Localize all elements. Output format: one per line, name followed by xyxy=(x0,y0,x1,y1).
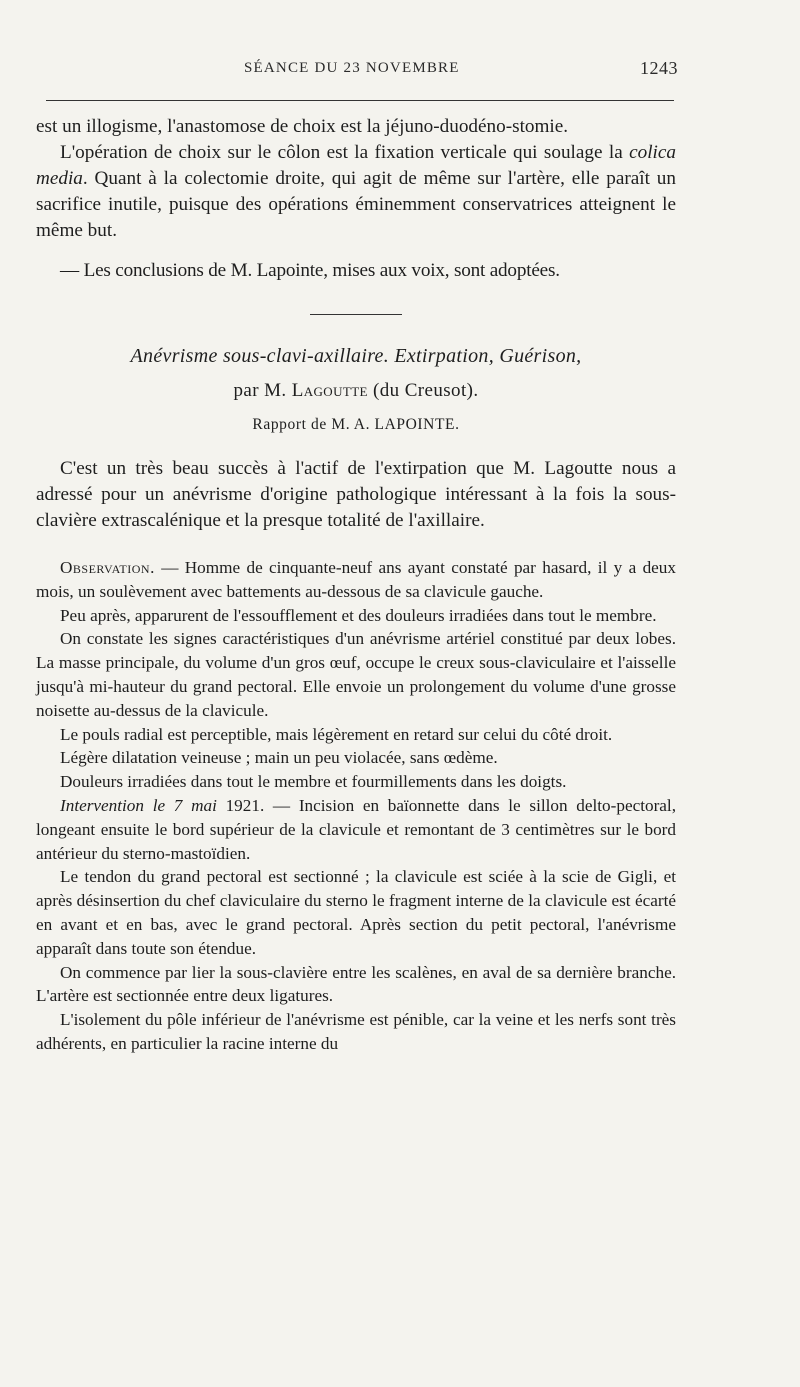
article-intro: C'est un très beau succès à l'actif de l'extirpation que M. Lagoutte nous a adressé pour un anévrisme d'origine pathologique intéressant à la fois la sous-clavière extrascalénique et la presque totalité de l'axillaire. xyxy=(36,458,676,531)
running-head xyxy=(36,58,676,82)
observation-paragraph: On commence par lier la sous-clavière entre les scalènes, en aval de sa dernière branche. L'artère est sectionnée entre deux ligatures. xyxy=(36,962,676,1006)
paragraph-continued: est un illogisme, l'anastomose de choix est la jéjuno-duodéno-stomie. xyxy=(36,116,569,137)
observation-paragraph xyxy=(36,794,676,865)
observation-paragraph: On constate les signes caractéristiques d'un anévrisme artériel constitué par deux lobes. La masse principale, du volume d'un gros œuf, occupe le creux sous-claviculaire et l'aisselle jusqu'à mi-hauteur du grand pectoral. Elle envoie un prolongement du volume d'une grosse noisette au-dessus de la clavicule. xyxy=(36,629,676,720)
italic-term: Intervention le 7 mai xyxy=(60,795,217,815)
observation-paragraph: Le tendon du grand pectoral est sectionné ; la clavicule est sciée à la scie de Gigli, et après désinsertion du chef claviculaire du sterno le fragment interne de la clavicule est écarté en avant et en bas, avec le grand pectoral. Après section du petit pectoral, l'anévrisme apparaît dans toute son étendue. xyxy=(36,867,676,958)
article-title: Anévrisme sous-clavi-axillaire. Extirpation, Guérison, xyxy=(130,345,582,367)
observation-paragraph xyxy=(36,556,676,604)
observation-paragraph: Peu après, apparurent de l'essoufflement et des douleurs irradiées dans tout le membre. xyxy=(60,605,657,625)
italic-term: colica media xyxy=(36,142,676,189)
byline-prefix: par M. xyxy=(233,380,292,401)
observation-paragraph: L'isolement du pôle inférieur de l'anévrisme est pénible, car la veine et les nerfs sont très adhérents, en particulier la racine interne du xyxy=(36,1010,676,1053)
text-span: — Homme de cinquante-neuf ans ayant constaté par hasard, il y a deux mois, un soulèvement avec battements au-dessous de sa clavicule gauche. xyxy=(36,558,676,601)
observation-paragraph: Le pouls radial est perceptible, mais légèrement en retard sur celui du côté droit. xyxy=(60,724,613,744)
header-rule xyxy=(46,100,674,101)
observation-label: Observation. xyxy=(60,558,155,577)
text-span: . Quant à la colectomie droite, qui agit de même sur l'artère, elle paraît un sacrifice inutile, puisque des opérations éminemment conservatrices atteignent le même but. xyxy=(36,168,676,241)
article-byline xyxy=(36,380,676,402)
running-title: SÉANCE DU 23 NOVEMBRE xyxy=(244,60,460,76)
text-span: L'opération de choix sur le côlon est la fixation verticale qui soulage la xyxy=(60,142,630,163)
section-divider xyxy=(310,314,402,315)
byline-suffix: (du Creusot). xyxy=(367,380,479,401)
body-text xyxy=(36,114,676,1056)
report-line: Rapport de M. A. LAPOINTE. xyxy=(252,416,460,433)
paragraph-colon-operation xyxy=(36,140,676,244)
conclusion-line: — Les conclusions de M. Lapointe, mises aux voix, sont adoptées. xyxy=(60,260,560,281)
author-name: Lagoutte xyxy=(291,380,368,401)
page-number: 1243 xyxy=(640,58,678,78)
text-span: 1921. — Incision en baïonnette dans le sillon delto-pectoral, longeant ensuite le bord supérieur de la clavicule et remontant de 3 centimètres sur le bord antérieur du sterno-mastoïdien. xyxy=(36,795,677,863)
observation-paragraph: Légère dilatation veineuse ; main un peu violacée, sans œdème. xyxy=(60,748,498,768)
observation-paragraph: Douleurs irradiées dans tout le membre et fourmillements dans les doigts. xyxy=(60,772,567,792)
